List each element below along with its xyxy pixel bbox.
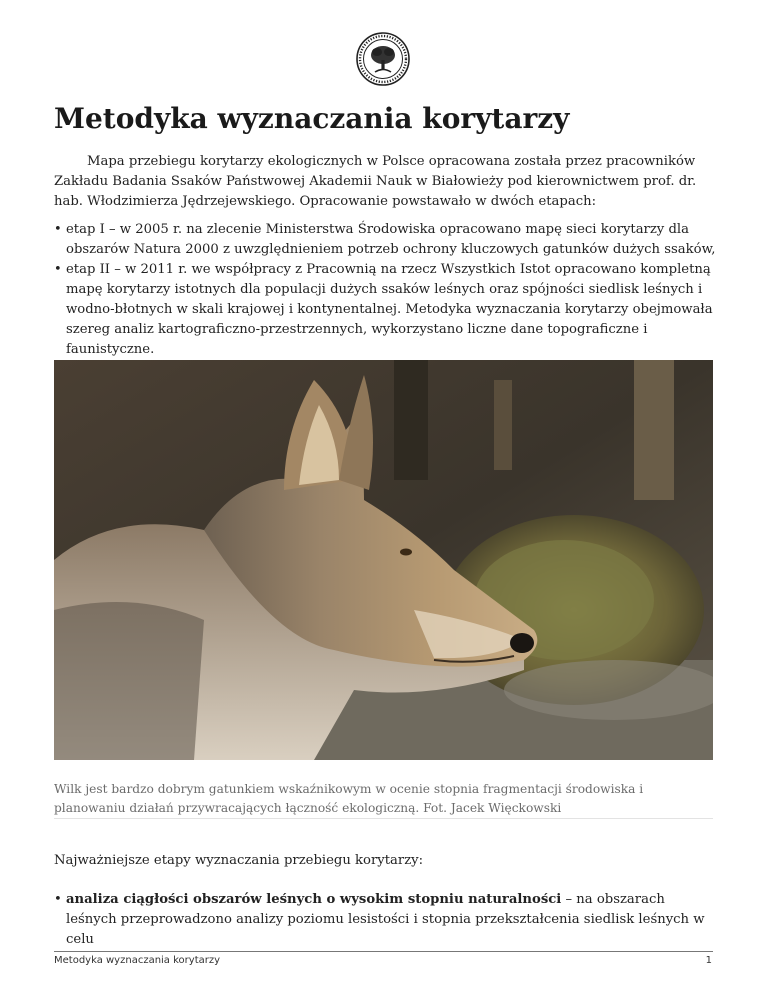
footer-title: Metodyka wyznaczania korytarzy [54,955,221,966]
intro-paragraph: Mapa przebiegu korytarzy ekologicznych w Polsce opracowana została przez pracowników Zakładu Badania Ssaków Państwowej Akademii Nauk w Białowieży pod kierownictwem prof. dr. hab. Włodzimierza Jędrzejewskiego. Opracowanie powstawało w dwóch etapach: [54,154,697,209]
list-item: • etap II – w 2011 r. we współpracy z Pracownią na rzecz Wszystkich Istot opracowano kompletną mapę korytarzy istotnych dla populacji dużych ssaków leśnych oraz spójności siedlisk leśnych i wodno-błotnych w skali krajowej i kontynentalnej. Metodyka wyznaczania korytarzy obejmowała szereg analiz kartograficzno-przestrzennych, wykorzystano liczne dane topograficzne i faunistyczne. [54,260,716,360]
figure-caption: Wilk jest bardzo dobrym gatunkiem wskaźnikowym w ocenie stopnia fragmentacji środowiska i planowaniu działań przywracających łączność ekologiczną. Fot. Jacek Więckowski [54,782,644,815]
page-title: Metodyka wyznaczania korytarzy [54,102,570,135]
page-number: 1 [705,955,712,966]
stages-list [54,220,716,360]
oak-tree-seal-icon [355,31,411,87]
caption-divider [54,818,713,819]
section-lead: Najważniejsze etapy wyznaczania przebiegu korytarzy: [54,853,424,868]
step-text: – na obszarach leśnych przeprowadzono analizy poziomu lesistości i stopnia przekształcenia siedlisk leśnych w celu [66,892,705,947]
wolf-photo [54,360,713,760]
footer-divider [54,951,713,952]
list-item [54,890,716,950]
list-item: • etap I – w 2005 r. na zlecenie Ministerstwa Środowiska opracowano mapę sieci korytarzy dla obszarów Natura 2000 z uwzględnieniem potrzeb ochrony kluczowych gatunków dużych ssaków, [54,220,716,260]
steps-list [54,890,716,950]
step-heading: analiza ciągłości obszarów leśnych o wysokim stopniu naturalności [66,892,562,907]
